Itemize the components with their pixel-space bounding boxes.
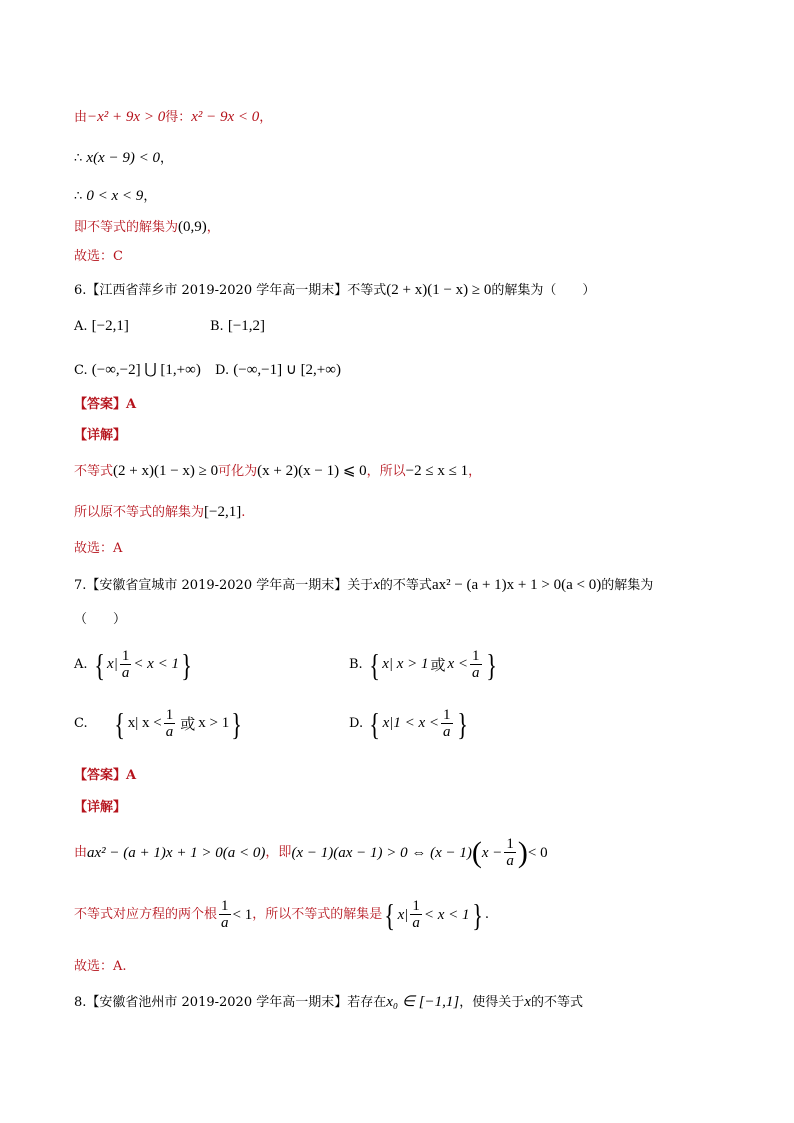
solution-line: 不等式(2 + x)(1 − x) ≥ 0可化为(x + 2)(x − 1) ⩽ 0，所以−2 ≤ x ≤ 1， — [74, 463, 482, 479]
fraction: $\frac{1}{a}$ — [121, 648, 130, 681]
question-source: 【安徽省宣城市 2019-2020 学年高一期末】 — [86, 578, 348, 593]
question-source: 【江西省萍乡市 2019-2020 学年高一期末】 — [86, 283, 348, 298]
choice-line: 故选：A — [74, 541, 123, 556]
question-8-stem: 8.【安徽省池州市 2019-2020 学年高一期末】若存在x₀ ∈ [−1,1]，使得关于x的不等式 — [74, 994, 583, 1010]
math-expression: −2 ≤ x ≤ 1 — [405, 463, 469, 479]
solution-line-3: ∴ 0 < x < 9， — [74, 188, 157, 204]
option-c: C. (−∞,−2] ⋃ [1,+∞) — [74, 362, 201, 378]
math-expression: (x − 1)(ax − 1) > 0 ⇔ (x − 1) — [291, 844, 472, 861]
fraction: $\frac{1}{a}$ — [412, 898, 420, 931]
answer-label: 【答案】A — [74, 397, 137, 412]
math-expression: ax² − (a + 1)x + 1 > 0(a < 0) — [87, 844, 266, 861]
answer-label: 【答案】A — [74, 768, 137, 783]
option-b: B. [−1,2] — [210, 318, 266, 334]
option-d: D. (−∞,−1] ∪ [2,+∞) — [215, 362, 341, 378]
question-6-stem: 6.【江西省萍乡市 2019-2020 学年高一期末】不等式(2 + x)(1 − x) ≥ 0的解集为（ ） — [74, 282, 596, 298]
solution-line: 所以原不等式的解集为[−2,1]. — [74, 504, 246, 520]
math-expression: (2 + x)(1 − x) ≥ 0 — [113, 463, 219, 479]
choice-line: 故选：A. — [74, 959, 127, 974]
math-expression: −x² + 9x > 0 — [87, 109, 166, 125]
math-expression: (2 + x)(1 − x) ≥ 0 — [386, 282, 492, 298]
math-expression: 0 < x < 9 — [86, 188, 144, 204]
option-c: C. { x| x < $\frac{1}{a}$ 或 x > 1 } — [74, 705, 243, 742]
math-expression: x(x − 9) < 0 — [86, 150, 160, 166]
fraction: $\frac{1}{a}$ — [221, 898, 229, 931]
solution-line-2: ∴ x(x − 9) < 0， — [74, 150, 173, 166]
option-a: A. { x| $\frac{1}{a}$ < x < 1 } — [74, 646, 193, 683]
solution-line-1: 由−x² + 9x > 0得：x² − 9x < 0， — [74, 109, 273, 125]
choice-line: 故选：C — [74, 249, 123, 264]
fraction: $\frac{1}{a}$ — [165, 707, 174, 740]
answer-paren: （ ） — [74, 612, 127, 627]
option-a: A. [−2,1] — [74, 318, 129, 334]
math-expression: [−2,1] — [204, 504, 242, 520]
option-d: D. { x|1 < x < $\frac{1}{a}$ } — [349, 705, 468, 742]
fraction: $\frac{1}{a}$ — [472, 648, 480, 681]
fraction: $\frac{1}{a}$ — [506, 836, 514, 869]
math-expression: (0,9) — [178, 219, 207, 235]
math-expression: x₀ ∈ [−1,1] — [386, 994, 460, 1010]
math-expression: ax² − (a + 1)x + 1 > 0(a < 0) — [431, 577, 602, 593]
option-b: B. { x| x > 1 或 x < $\frac{1}{a}$ } — [349, 646, 497, 683]
question-7-stem: 7.【安徽省宣城市 2019-2020 学年高一期末】关于x的不等式ax² − (a + 1)x + 1 > 0(a < 0)的解集为 — [74, 577, 654, 593]
solution-line: 不等式对应方程的两个根 $\frac{1}{a}$ < 1 ，所以不等式的解集是 { x| $\frac{1}{a}$ < x < 1 } . — [74, 896, 490, 933]
math-expression: x² − 9x < 0 — [191, 109, 260, 125]
solution-line: 由 ax² − (a + 1)x + 1 > 0(a < 0) ，即 (x − 1)(ax − 1) > 0 ⇔ (x − 1) ( x − $\frac{1}{a}$ ) < 0 — [74, 835, 548, 869]
math-expression: (x + 2)(x − 1) ⩽ 0 — [257, 463, 367, 479]
detail-label: 【详解】 — [74, 800, 127, 815]
detail-label: 【详解】 — [74, 428, 127, 443]
fraction: $\frac{1}{a}$ — [443, 707, 451, 740]
solution-line-4: 即不等式的解集为(0,9)， — [74, 219, 220, 235]
question-source: 【安徽省池州市 2019-2020 学年高一期末】 — [86, 995, 348, 1010]
